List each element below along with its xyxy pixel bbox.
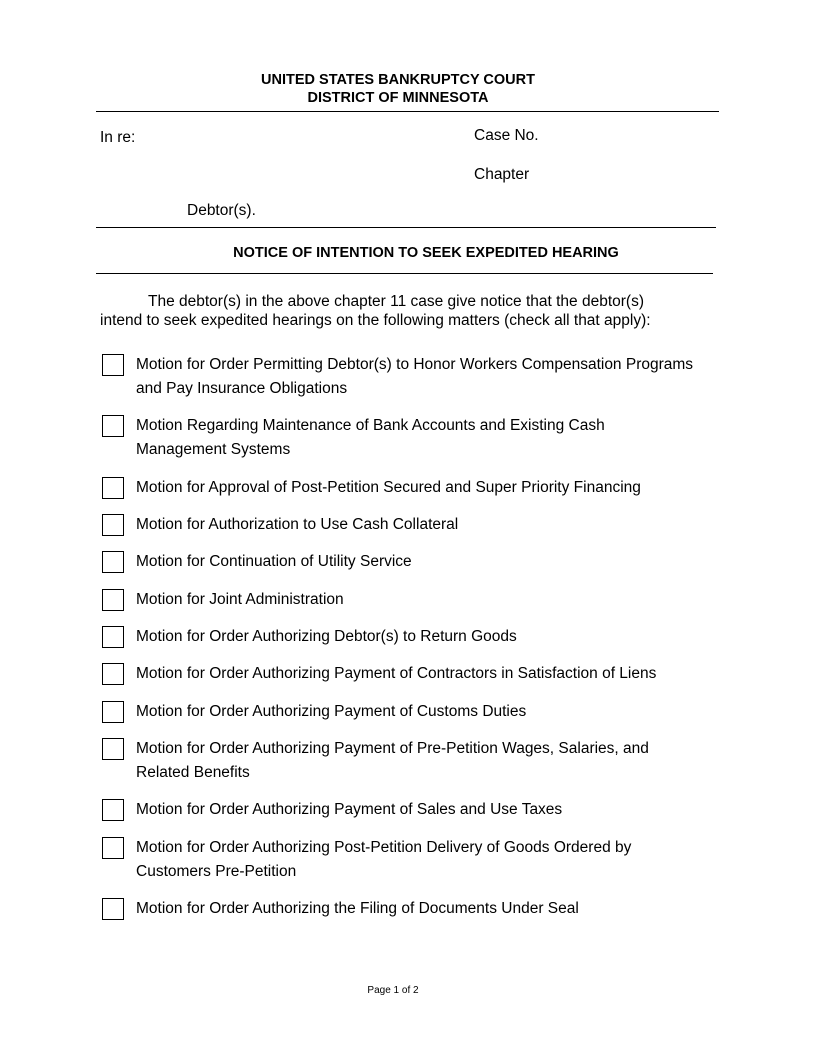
page-footer	[0, 985, 786, 997]
in-re-label: In re:	[100, 129, 136, 146]
debtors-label: Debtor(s).	[187, 202, 256, 219]
motion-checkbox[interactable]	[102, 738, 124, 760]
intro-line-1: The debtor(s) in the above chapter 11 case give notice that the debtor(s)	[148, 293, 644, 310]
motion-checkbox[interactable]	[102, 799, 124, 821]
motion-label: Motion for Approval of Post-Petition Secured and Super Priority Financing	[136, 479, 641, 496]
motion-label: Motion for Order Authorizing Payment of Pre-Petition Wages, Salaries, and Related Benefits	[136, 740, 649, 781]
motion-checkbox[interactable]	[102, 701, 124, 723]
motion-checkbox[interactable]	[102, 626, 124, 648]
intro-paragraph	[100, 292, 710, 330]
notice-title: NOTICE OF INTENTION TO SEEK EXPEDITED HEARING	[233, 245, 619, 261]
motion-checkbox[interactable]	[102, 663, 124, 685]
motion-checkbox[interactable]	[102, 514, 124, 536]
motion-checkbox[interactable]	[102, 898, 124, 920]
title-divider	[96, 273, 713, 274]
motion-checkbox[interactable]	[102, 589, 124, 611]
of-word: of	[401, 985, 411, 996]
page-number: 1	[393, 985, 400, 996]
motion-checkbox[interactable]	[102, 415, 124, 437]
court-header	[0, 71, 796, 107]
motion-label: Motion for Order Authorizing Debtor(s) to Return Goods	[136, 628, 517, 645]
page-word: Page	[367, 985, 391, 996]
motion-label: Motion for Order Authorizing Payment of Sales and Use Taxes	[136, 801, 563, 818]
chapter-label: Chapter	[474, 166, 530, 183]
header-divider	[96, 111, 719, 112]
motion-checkbox[interactable]	[102, 477, 124, 499]
motion-checkbox[interactable]	[102, 837, 124, 859]
motion-label: Motion for Order Authorizing the Filing of Documents Under Seal	[136, 900, 579, 917]
motion-checkbox[interactable]	[102, 354, 124, 376]
motion-label: Motion for Continuation of Utility Service	[136, 553, 412, 570]
motion-label: Motion for Joint Administration	[136, 591, 344, 608]
court-name: UNITED STATES BANKRUPTCY COURT	[261, 72, 535, 88]
motion-label: Motion for Order Authorizing Payment of Contractors in Satisfaction of Liens	[136, 665, 657, 682]
motion-label: Motion Regarding Maintenance of Bank Accounts and Existing Cash Management Systems	[136, 417, 605, 458]
court-district: DISTRICT OF MINNESOTA	[307, 90, 489, 106]
intro-line-2: intend to seek expedited hearings on the following matters (check all that apply):	[100, 312, 651, 329]
caption-divider	[96, 227, 716, 228]
motion-label: Motion for Order Authorizing Payment of Customs Duties	[136, 703, 527, 720]
motion-label: Motion for Order Permitting Debtor(s) to Honor Workers Compensation Programs and Pay Insurance Obligations	[136, 356, 694, 397]
motion-label: Motion for Authorization to Use Cash Collateral	[136, 516, 459, 533]
case-no-label: Case No.	[474, 127, 539, 144]
motion-label: Motion for Order Authorizing Post-Petition Delivery of Goods Ordered by Customers Pre-Petition	[136, 839, 632, 880]
motion-checkbox[interactable]	[102, 551, 124, 573]
page-total: 2	[413, 985, 419, 996]
